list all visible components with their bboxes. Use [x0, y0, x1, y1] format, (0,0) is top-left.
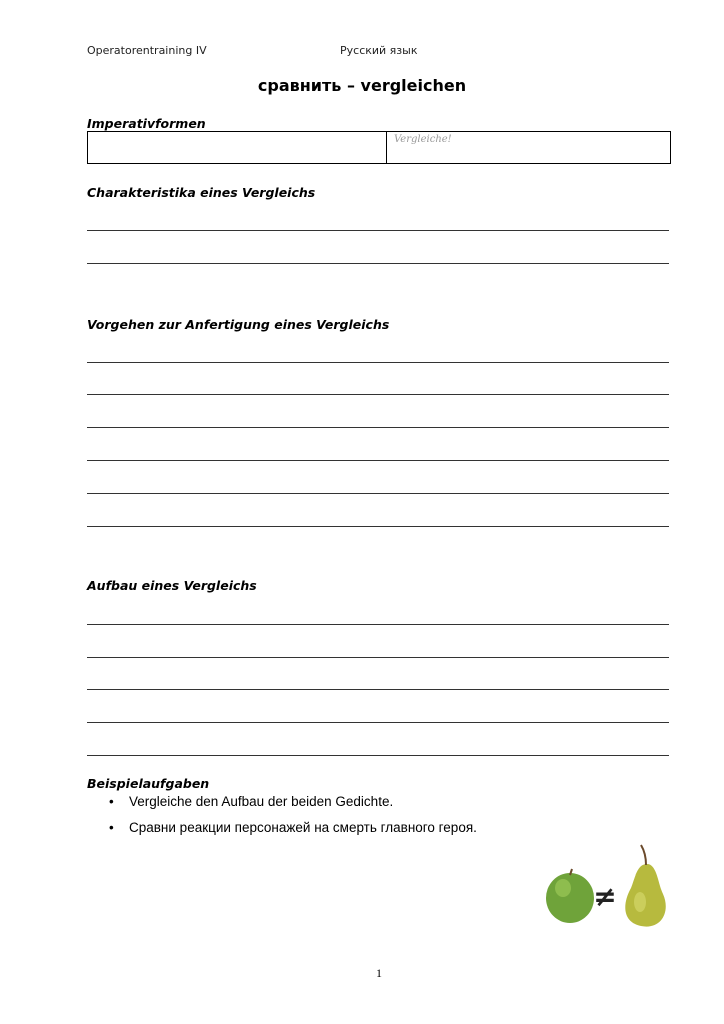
pear-icon [625, 845, 665, 927]
not-equal-symbol: ≠ [593, 880, 617, 913]
writing-line [87, 689, 669, 690]
apple-not-equal-pear-illustration [543, 842, 673, 932]
characteristics-heading: Charakteristika eines Vergleichs [87, 185, 316, 200]
writing-line [87, 394, 669, 395]
example-item: • Сравни реакции персонажей на смерть главного героя. [109, 820, 477, 835]
examples-list [109, 794, 477, 846]
procedure-heading: Vorgehen zur Anfertigung eines Vergleichs [87, 317, 390, 332]
table-divider [386, 132, 387, 163]
imperative-heading: Imperativformen [87, 116, 206, 131]
writing-line [87, 427, 669, 428]
writing-line [87, 657, 669, 658]
header-left: Operatorentraining IV [87, 44, 207, 57]
writing-line [87, 493, 669, 494]
examples-heading: Beispielaufgaben [87, 776, 210, 791]
writing-line [87, 362, 669, 363]
writing-line [87, 755, 669, 756]
structure-heading: Aufbau eines Vergleichs [87, 578, 257, 593]
apple-icon [546, 869, 594, 923]
writing-line [87, 230, 669, 231]
writing-line [87, 624, 669, 625]
page-title: сравнить – vergleichen [257, 76, 467, 95]
writing-line [87, 460, 669, 461]
example-item: • Vergleiche den Aufbau der beiden Gedichte. [109, 794, 477, 809]
imperative-cell-right: Vergleiche! [394, 134, 452, 145]
writing-line [87, 722, 669, 723]
page-number: 1 [376, 966, 382, 980]
writing-line [87, 263, 669, 264]
header-right: Русский язык [340, 44, 418, 57]
writing-line [87, 526, 669, 527]
imperative-table [87, 131, 671, 164]
